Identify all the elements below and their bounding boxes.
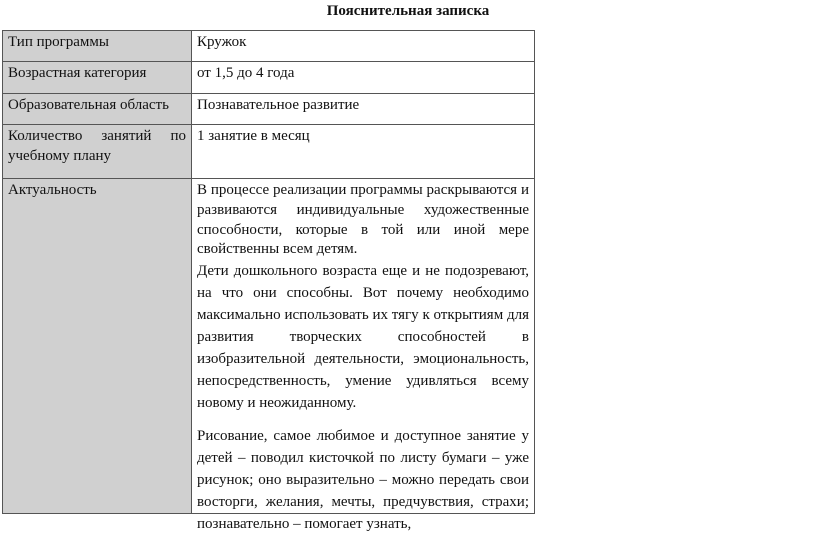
relevance-paragraph-2: Дети дошкольного возраста еще и не подозревают, на что они способны. Вот почему необходимо максимально использовать их тягу к открытиям для развития творческих способностей в изобразительной деятельности, эмоциональность, непосредственность, умение удивляться всему новому и неожиданному. (197, 263, 529, 412)
value-lessons-count: 1 занятие в месяц (192, 125, 535, 179)
value-program-type: Кружок (192, 31, 535, 62)
table-row (3, 31, 535, 62)
label-lessons-count (3, 125, 192, 179)
table-row (3, 94, 535, 125)
relevance-paragraph-3: Рисование, самое любимое и доступное занятие у детей – поводил кисточкой по листу бумаги – уже рисунок; оно выразительно – можно передать свои восторги, желания, мечты, предчувствия, страхи; познавательно – помогает узнать, (197, 427, 529, 532)
label-relevance: Актуальность (3, 179, 192, 514)
value-relevance (192, 179, 535, 532)
lessons-count-label-text: Количество занятий по учебному плану (8, 128, 186, 164)
relevance-paragraph-1: В процессе реализации программы раскрываются и развиваются индивидуальные художественные способности, которые в той или иной мере свойственны всем детям. (197, 182, 529, 258)
table-row (3, 179, 535, 514)
value-educational-area: Познавательное развитие (192, 94, 535, 125)
program-info-table (2, 30, 535, 532)
table-row (3, 125, 535, 179)
document-title: Пояснительная записка (326, 3, 490, 19)
table-row (3, 62, 535, 94)
label-educational-area: Образовательная область (3, 94, 192, 125)
label-program-type: Тип программы (3, 31, 192, 62)
value-age-category: от 1,5 до 4 года (192, 62, 535, 94)
label-age-category: Возрастная категория (3, 62, 192, 94)
